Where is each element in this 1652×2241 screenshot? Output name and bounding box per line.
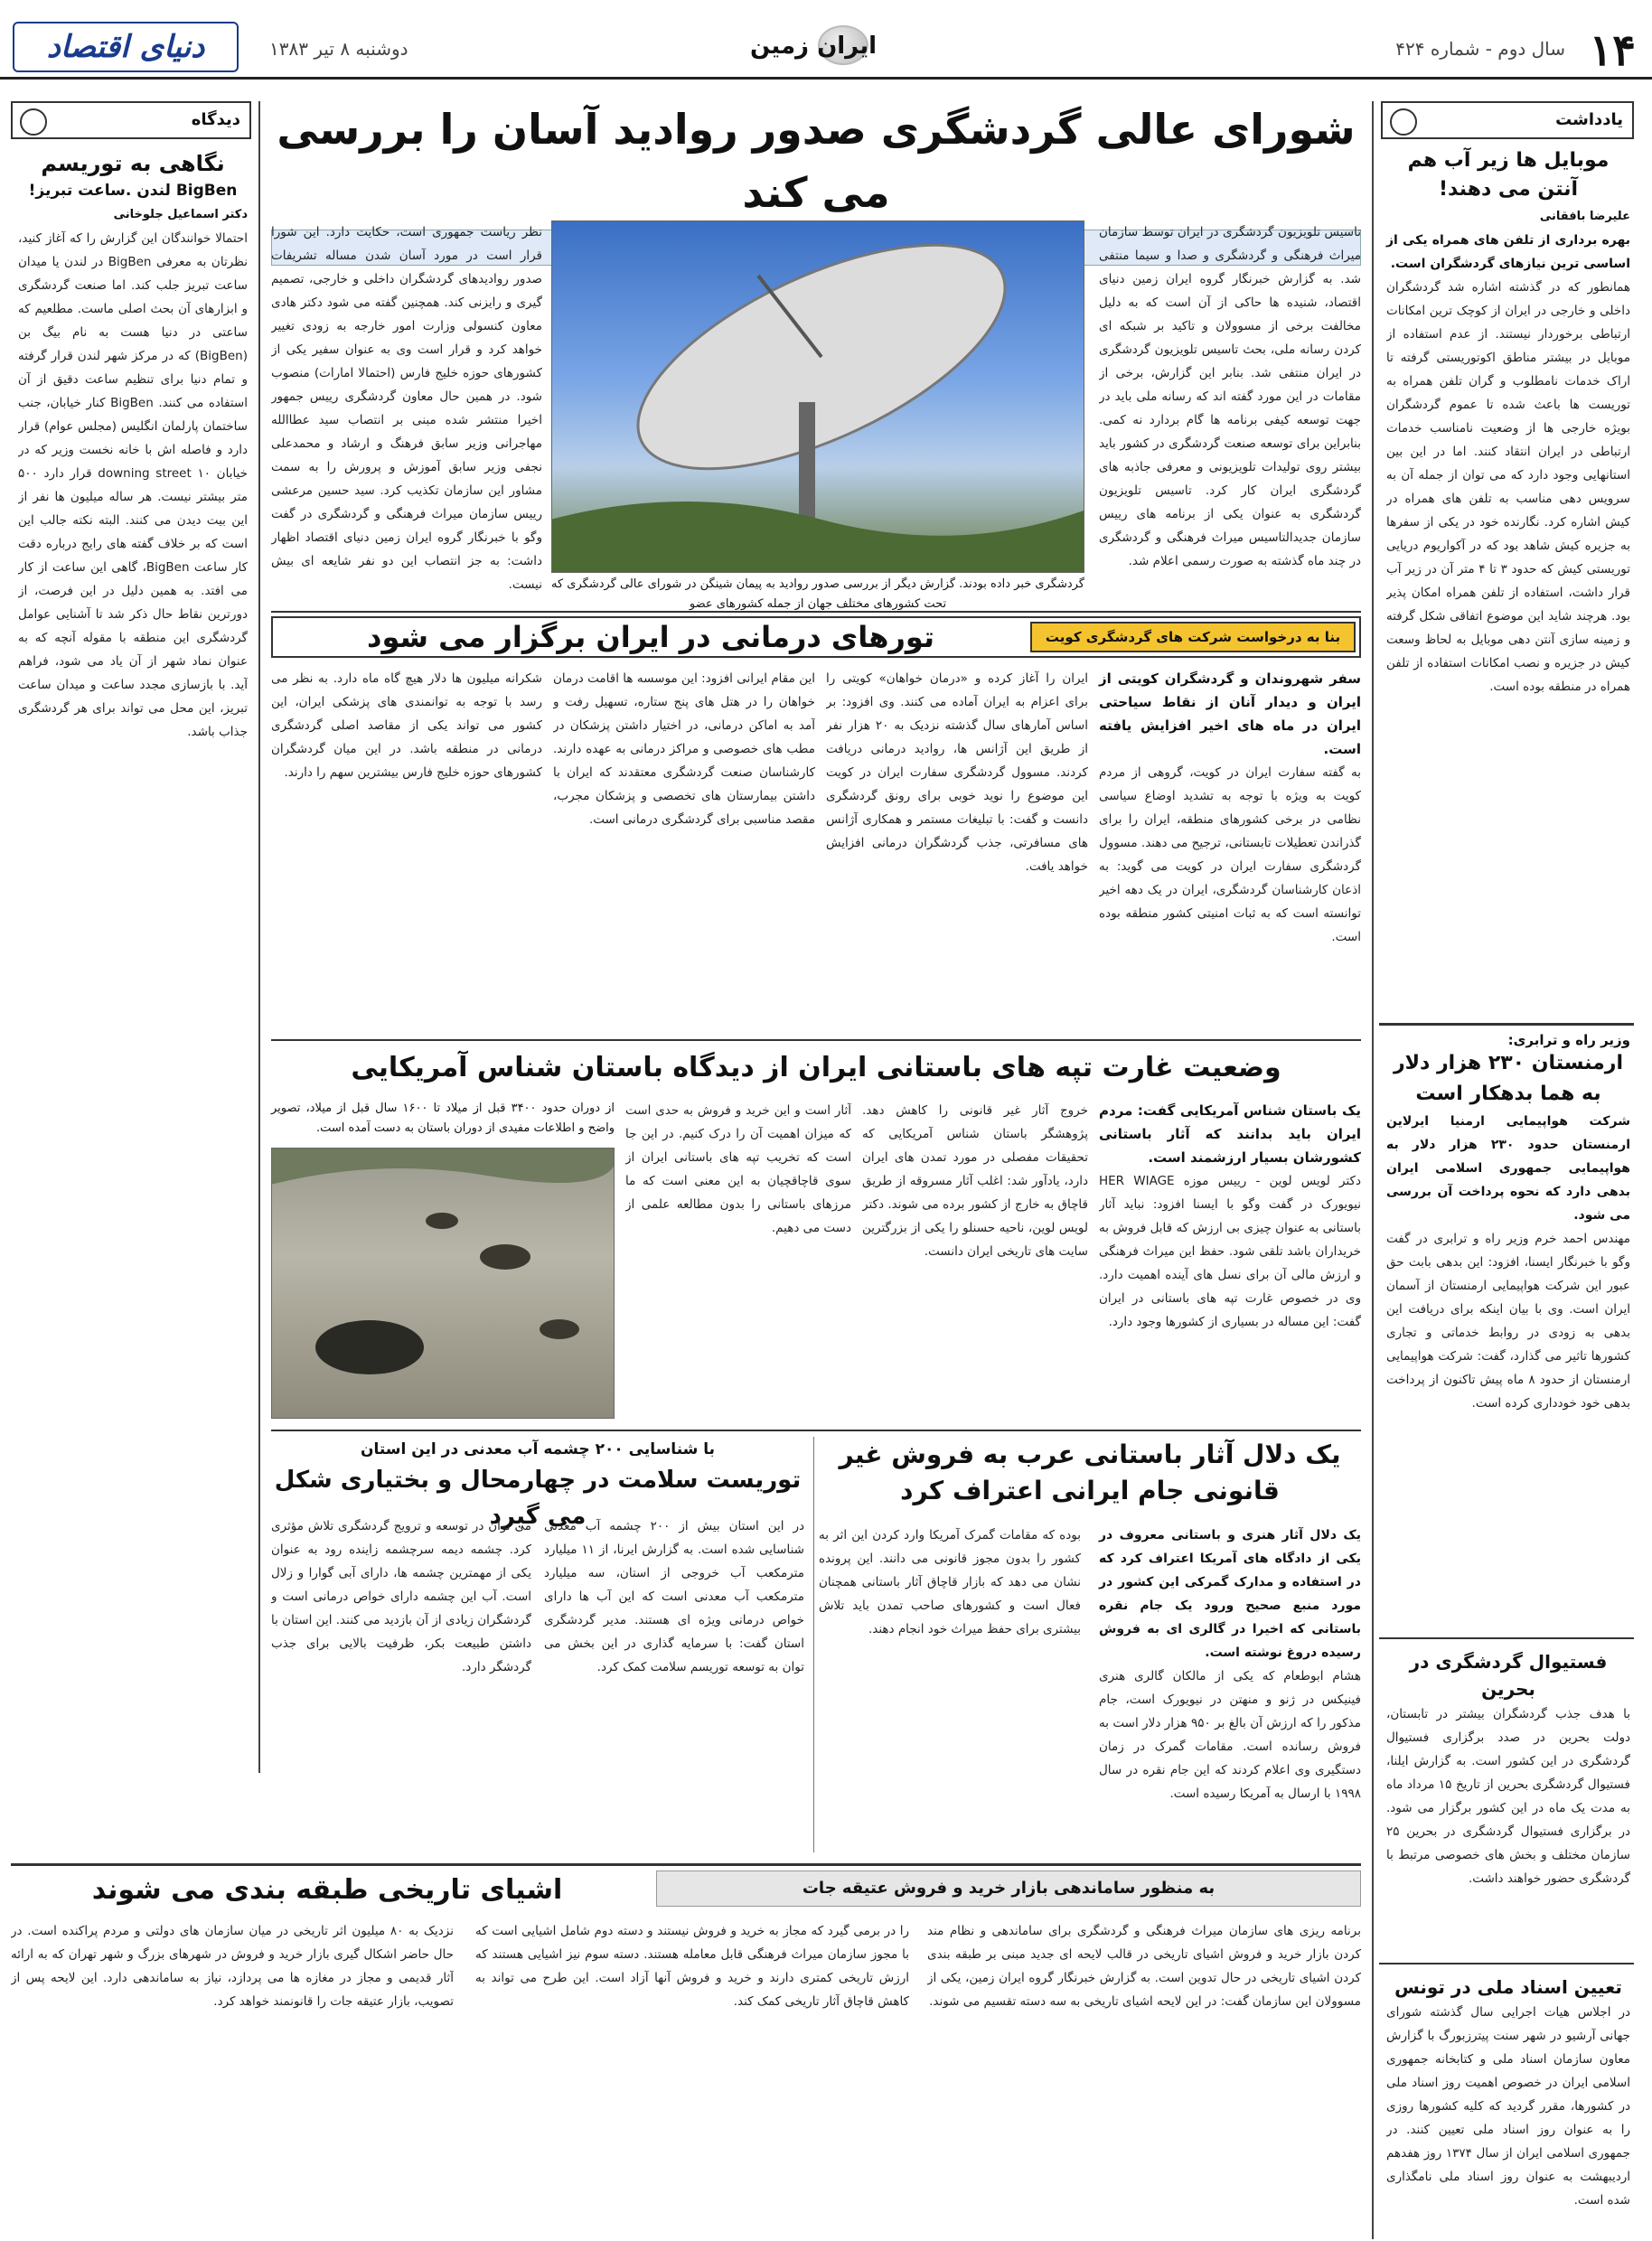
- opinion-subtitle: BigBen لندن .ساعت تبریز!: [28, 182, 238, 200]
- satellite-dish-photo: [551, 220, 1084, 573]
- main-headline: شورای عالی گردشگری صدور روادید آسان را بررسی می کند: [277, 105, 1356, 217]
- story-headline: اشیای تاریخی طبقه بندی می شوند: [91, 1874, 563, 1906]
- byline: دکتر اسماعیل جلوخانی: [113, 208, 248, 221]
- article-text: هشام ابوطعام که یکی از مالکان گالری هنری فینیکس در ژنو و منهتن در نیویورک است، جام مذکور را که ارزش آن بالغ بر ۹۵۰ هزار دلار است به فروش رسانده است. مقامات گمرک در زمان دستگیری وی اعلام کردند که این جام نقره در سال ۱۹۹۸ با ارسال به آمریکا رسیده است.: [1099, 1669, 1361, 1801]
- article-text: در این استان بیش از ۲۰۰ چشمه آب معدنی شناسایی شده است. به گزارش ایرنا، از ۱۱ میلیارد مترمکعب آب خروجی از استان، سه میلیارد مترمکعب آب معدنی است که این آب ها دارای خواص درمانی ویژه ای هستند. مدیر گردشگری استان گفت: با سرمایه گذاری در این بخش می توان به توسعه توریسم سلامت کمک کرد.: [544, 1519, 804, 1674]
- article-text: آثار است و این خرید و فروش به حدی است که میزان اهمیت آن را درک کنیم. در این جا است که تخریب تپه های باستانی ایران از سوی قاچاقچیان به این معنی است که ما مرزهای باستانی را بدون مطالعه علمی از دست می دهیم.: [625, 1103, 851, 1235]
- health-tours-story: [271, 616, 1361, 1032]
- story-body: در اجلاس هیات اجرایی سال گذشته شورای جهانی آرشیو در شهر سنت پیترزبورگ با گزارش معاون سازمان اسناد ملی و کتابخانه جمهوری اسلامی ایران در خصوص اهمیت روز اسناد ملی در کشورها، مقرر گردید که کلیه کشورها روزی را به عنوان روز اسناد ملی تعیین کنند. در جمهوری اسلامی ایران از سال ۱۳۷۴ روز هفدهم اردیبهشت به عنوان روز اسناد ملی نامگذاری شده است.: [1386, 2005, 1630, 2208]
- photo-caption: از دوران حدود ۳۴۰۰ قبل از میلاد تا ۱۶۰۰ سال قبل از میلاد، تصویر واضح و اطلاعات مفیدی از دوران باستان به دست آمده است.: [271, 1102, 615, 1135]
- globe-icon: [1390, 108, 1417, 136]
- divider: [1379, 1023, 1634, 1026]
- opinion-body: احتمالا خوانندگان این گزارش را که آغاز کنید، نظرتان به معرفی BigBen در لندن یا میدان ساعت تبریز جلب کند. اما صنعت گردشگری و ابزارهای آن بحث اصلی ماست. مطلعیم که ساعتی در دنیا هست به نام بیگ بن (BigBen) که در مرکز شهر لندن قرار گرفته و تمام دنیا برای تنظیم ساعت دقیق از آن استفاده می کنند. BigBen کنار خیابان، جنب ساختمان پارلمان انگلیس (مجلس عوام) قرار دارد و فاصله اش با خانه نخست وزیر که در خیابان ۱۰ downing street قرار دارد ۵۰۰ متر بیشتر نیست. هر ساله میلیون ها نفر از این بیت دیدن می کنند. البته نکته جالب این است که بر خلاف گفته های رایج درباره دقت کار ساعت BigBen، گاهی این ساعت از کار می افتد. به همین دلیل در این فرصت، از دورترین نقاط حال ذکر شد تا آشنایی عوامل گردشگری این منطقه با مقوله آنچه که به عنوان نماد شهر از آن یاد می شود، فراهم آید. با بازسازی مجدد ساعت و میدان ساعت تبریز، این محل می تواند برای هر گردشگری جذاب باشد.: [18, 231, 248, 739]
- article-text: نظر ریاست جمهوری است، حکایت دارد. این شورا قرار است در مورد آسان شدن مساله تشریفات صدور روادیدهای گردشگران داخلی و خارجی، تصمیم گیری و رایزنی کند. همچنین گفته می شود دکتر هادی معاون کنسولی وزارت امور خارجه به زودی تغییر خواهد کرد و قرار است وی به عنوان سفیر یکی از کشورهای حوزه خلیج فارس (احتمالا امارات) منصوب شود. در همین حال معاون گردشگری رییس جمهور اخیرا منتشر شده مبنی بر انتصاب سید عطاالله مهاجرانی وزیر سابق فرهنگ و ارشاد و محمدعلی نجفی وزیر سابق آموزش و پرورش را به سمت مشاور این سازمان تکذیب کرد. سید حسین مرعشی رییس سازمان میراث فرهنگی و گردشگری در گفت وگو با خبرنگار گروه ایران زمین دنیای اقتصاد اظهار داشت: به جز انتصاب این دو نفر شایعه ای بیش نیست.: [271, 225, 542, 592]
- story-body: با هدف جذب گردشگران بیشتر در تابستان، دولت بحرین در صدد برگزاری فستیوال گردشگری در این کشور است. به گزارش ایلنا، فستیوال گردشگری بحرین از تاریخ ۱۵ مرداد ماه به مدت یک ماه در این کشور برگزار می شود. در برگزاری فستیوال گردشگری در بحرین ۲۵ سازمان مختلف و بخش های خصوصی مرتبط با گردشگری حضور خواهند داشت.: [1386, 1707, 1630, 1886]
- article-text: تاسیس تلویزیون گردشگری در ایران توسط سازمان میراث فرهنگی و گردشگری و صدا و سیما منتفی شد. به گزارش خبرنگار گروه ایران زمین دنیای اقتصاد، شنیده ها حاکی از آن است که به دلیل مخالفت برخی از مسوولان و تاکید بر شبکه ای کردن رسانه ملی، بحث تاسیس تلویزیون گردشگری در ایران منتفی شد. بنابر این گزارش، برخی از مقامات در این مورد گفته اند که رسانه ملی باید در جهت توسعه کیفی برنامه ها گام بردارد نه کمی. بنابراین برای توسعه صنعت گردشگری در کشور باید بیشتر روی تولیدات تلویزیونی و معرفی جاذبه های گردشگری ایران کار کرد. تاسیس تلویزیون گردشگری به عنوان یکی از برنامه های رییس سازمان جدیدالتاسیس میراث فرهنگی و گردشگری در چند ماه گذشته به صورت رسمی اعلام شد.: [1099, 225, 1361, 568]
- issue-date: دوشنبه ۸ تیر ۱۳۸۳: [269, 38, 408, 60]
- story-lead: یک باستان شناس آمریکایی گفت: مردم ایران باید بدانند که آثار باستانی کشورشان بسیار ارزشمند است.: [1099, 1102, 1361, 1166]
- issue-label: سال دوم - شماره ۴۲۴: [1395, 38, 1565, 60]
- story-lead: شرکت هواپیمایی ارمنیا ایرلاین ارمنستان حدود ۲۳۰ هزار دلار به هواپیمایی جمهوری اسلامی ایران بدهی دارد که نحوه پرداخت آن بررسی می شود.: [1386, 1114, 1630, 1223]
- opinion-title: نگاهی به توریسم: [41, 151, 225, 176]
- excavation-photo: [271, 1148, 615, 1419]
- story-headline: وضعیت غارت تپه های باستانی ایران از دیدگاه باستان شناس آمریکایی: [351, 1052, 1281, 1083]
- masthead: [0, 20, 1652, 80]
- article-text: ایران را آغاز کرده و «درمان خواهان» کویتی را برای اعزام به ایران آماده می کنند. وی افزود: بر اساس آمارهای سال گذشته نزدیک به ۲۰ هزار نفر از طریق این آژانس ها، روادید درمانی دریافت کردند. مسوول گردشگری سفارت ایران در کویت این موضوع را نوید خوبی برای رونق گردشگری دانست و گفت: با تبلیغات مستمر و همکاری آژانس های مسافرتی، جذب گردشگران درمانی افزایش خواهد یافت.: [826, 671, 1088, 874]
- article-text: نزدیک به ۸۰ میلیون اثر تاریخی در میان سازمان های دولتی و مردم پراکنده است. در حال حاضر اشکال گیری بازار خرید و فروش در شهرهای بزرگ و شهر تهران که به ارائه آثار قدیمی و مجاز در مغازه ها می پردازد، نیاز به ساماندهی دارد. این لایحه پس از تصویب، بازار عتیقه جات را قانونمند خواهد کرد.: [11, 1924, 454, 2009]
- story-headline: ارمنستان ۲۳۰ هزار دلار به هما بدهکار است: [1394, 1052, 1623, 1105]
- story-kicker: وزیر راه و ترابری:: [1507, 1032, 1630, 1048]
- page-number: ۱۴: [1589, 25, 1636, 76]
- story-headline: تورهای درمانی در ایران برگزار می شود: [367, 620, 934, 654]
- column-label-box: [11, 101, 251, 139]
- article-text: خروج آثار غیر قانونی را کاهش دهد. پژوهشگر باستان شناس آمریکایی که تحقیقات مفصلی در مورد تمدن های ایران دارد، یادآور شد: اغلب آثار مسروقه از طریق قاچاق به خارج از کشور برده می شوند. دکتر لویس لوین، ناحیه حسنلو را یکی از بزرگترین سایت های تاریخی ایران دانست.: [862, 1103, 1088, 1259]
- divider: [271, 1039, 1361, 1041]
- story-kicker: به منظور ساماندهی بازار خرید و فروش عتیقه جات: [656, 1871, 1361, 1907]
- note-title: موبایل ها زیر آب هم آنتن می دهند!: [1407, 149, 1610, 201]
- section-title: ایران زمین: [749, 33, 878, 60]
- note-lead: بهره برداری از تلفن های همراه یکی از اساسی ترین نیازهای گردشگران است.: [1386, 233, 1630, 271]
- divider: [813, 1437, 814, 1852]
- story-headline: فستیوال گردشگری در بحرین: [1409, 1651, 1608, 1700]
- divider: [271, 611, 1361, 613]
- divider: [1379, 1963, 1634, 1964]
- archaeology-story: [271, 1045, 1361, 1424]
- photo-caption: گردشگری خبر داده بودند. گزارش دیگر از بررسی صدور روادید به پیمان شینگن در شورای عالی گردشگری که تحت کشورهای مختلف جهان از جمله کشورهای عضو: [551, 577, 1084, 611]
- dealer-story: [819, 1437, 1361, 1852]
- article-text: را در برمی گیرد که مجاز به خرید و فروش نیستند و دسته دوم شامل اشیایی است که با مجوز سازمان میراث فرهنگی قابل معامله هستند. دسته سوم نیز اشیایی هستند که ارزش تاریخی کمتری دارند و خرید و فروش آنها آزاد است. این طرح می تواند به کاهش قاچاق آثار تاریخی کمک کند.: [475, 1924, 909, 2009]
- globe-icon: [20, 108, 47, 136]
- article-text: می توان در توسعه و ترویج گردشگری تلاش مؤثری کرد. چشمه دیمه سرچشمه زاینده رود به عنوان یکی از مهمترین چشمه ها، دارای آبی گوارا و زلال است. آب این چشمه دارای خواص درمانی است و گردشگران زیادی از آن بازدید می کنند. این استان با داشتن طبیعت بکر، ظرفیت بالایی برای جذب گردشگر دارد.: [271, 1519, 531, 1674]
- article-text: به گفته سفارت ایران در کویت، گروهی از مردم کویت به ویژه با توجه به تشدید اوضاع سیاسی نظامی در برخی کشورهای منطقه، ایران را برای گذراندن تعطیلات تابستانی، ترجیح می دهند. مسوول گردشگری سفارت ایران در کویت می گوید: به اذعان کارشناسان گردشگری، ایران در یک دهه اخیر توانسته است که به ثبات امنیتی کشور منطقه بوده است.: [1099, 765, 1361, 944]
- article-text: برنامه ریزی های سازمان میراث فرهنگی و گردشگری برای ساماندهی و نظام مند کردن بازار خرید و فروش اشیای تاریخی در قالب لایحه ای جدید مبنی بر طبقه بندی کردن اشیای تاریخی در حال تدوین است. به گزارش خبرنگار گروه ایران زمین، یکی از مسوولان این سازمان گفت: در این لایحه اشیای تاریخی به سه دسته تقسیم می شوند.: [927, 1924, 1361, 2009]
- note-body: همانطور که در گذشته اشاره شد گردشگران داخلی و خارجی در ایران از کوچک ترین امکانات ارتباطی برخوردار نیستند. از عدم استفاده از موبایل در بیشتر مناطق اکوتوریستی گرفته تا اراک خدمات نامطلوب و گران تلفن همراه به توریست ها باعث شده تا عموم گردشگران بویژه خارجی ها از وضعیت نامناسب خدمات ارتباطی در ایران انتقاد کنند. اما در این بین استانهایی وجود دارد که می توان از جمله آن به سرویس دهی مناسب به تلفن های همراه در کیش اشاره کرد. نگارنده خود در یکی از سفرها به جزیره کیش شاهد بود که در آکواریوم دریایی توریستی کیش که حدود ۳ تا ۴ متر آن در زیر آب قرار داشت، استفاده از تلفن همراه امکان پذیر بود. هرچند شاید این موضوع اتفاقی شکل گرفته و زمینه سازی آنتن دهی موبایل به لحاظ وسعت کیش در جزیره و نصب امکانات استفاده از تلفن همراه در منطقه بوده است.: [1386, 280, 1630, 694]
- divider: [11, 1863, 1361, 1866]
- main-story: [271, 98, 1361, 611]
- article-text: دکتر لویس لوین - رییس موزه HER WIAGE نیویورک در گفت وگو با ایسنا افزود: نباید آثار باستانی به عنوان چیزی بی ارزش که قابل فروش به خریداران باشد تلقی شود. حفظ این میراث فرهنگی و ارزش مالی آن برای نسل های آینده اهمیت دارد. وی در خصوص غارت تپه های باستانی در ایران گفت: این مساله در بسیاری از کشورها وجود دارد.: [1099, 1174, 1361, 1329]
- byline: علیرضا بافقانی: [1539, 210, 1630, 223]
- mineral-springs-story: [271, 1437, 804, 1852]
- article-text: این مقام ایرانی افزود: این موسسه ها اقامت درمان خواهان را در هتل های پنج ستاره، تسهیل رفت و آمد به اماکن درمانی، در اختیار داشتن پزشکان در مطب های خصوصی و مراکز درمانی به عهده دارند. کارشناسان صنعت گردشگری معتقدند که ایران با داشتن بیمارستان های تخصصی و پزشکان مجرب، مقصد مناسبی برای گردشگری درمانی است.: [553, 671, 815, 827]
- divider: [1379, 1637, 1634, 1639]
- left-column: [11, 101, 260, 1773]
- story-headline: یک دلال آثار باستانی عرب به فروش غیر قانونی جام ایرانی اعتراف کرد: [839, 1439, 1341, 1505]
- story-lead: یک دلال آثار هنری و باستانی معروف در یکی از دادگاه های آمریکا اعتراف کرد که در استفاده و مدارک گمرکی این کشور در مورد منبع صحیح ورود یک جام نقره باستانی که اخیرا در گالری ای به فروش رسیده دروغ نوشته است.: [1099, 1528, 1361, 1660]
- story-body: مهندس احمد خرم وزیر راه و ترابری در گفت وگو با خبرنگار ایسنا، افزود: این بدهی بابت حق عبور این شرکت هواپیمایی ارمنستان از آسمان ایران است. وی با بیان اینکه برای دریافت این بدهی به زودی در روابط خدماتی و تجاری کشورها تاثیر می گذارد، گفت: شرکت هواپیمایی ارمنستان از حدود ۸ ماه پیش تاکنون از پرداخت بدهی خود خودداری کرده است.: [1386, 1232, 1630, 1411]
- column-label: دیدگاه: [191, 110, 240, 129]
- right-column: [1372, 101, 1639, 2239]
- story-headline: تعیین اسناد ملی در تونس: [1394, 1976, 1622, 1998]
- newspaper-logo: دنیای اقتصاد: [13, 22, 239, 72]
- article-text: شکرانه میلیون ها دلار هیچ گاه ماه دارد. به نظر می رسد با توجه به توانمندی های پزشکی ایران، این کشور می تواند یکی از مقاصد اصلی گردشگری درمانی در منطقه باشد. در این میان گردشگران کشورهای حوزه خلیج فارس بیشترین سهم را دارند.: [271, 671, 542, 780]
- kicker-tag: بنا به درخواست شرکت های گردشگری کویت: [1030, 622, 1356, 652]
- story-lead: سفر شهروندان و گردشگران کویتی از ایران و دیدار آنان از نقاط سیاحتی ایران در ماه های اخیر افزایش یافته است.: [1099, 670, 1361, 757]
- story-headline: توریست سلامت در چهارمحال و بختیاری شکل می گیرد: [274, 1467, 802, 1530]
- antiques-story: [11, 1871, 1361, 2232]
- story-kicker: با شناسایی ۲۰۰ چشمه آب معدنی در این استان: [360, 1440, 716, 1458]
- article-text: بوده که مقامات گمرک آمریکا وارد کردن این اثر به کشور را بدون مجوز قانونی می دانند. این پرونده نشان می دهد که بازار قاچاق آثار باستانی همچنان فعال است و کشورهای صاحب تمدن باید تلاش بیشتری برای حفظ میراث خود انجام دهند.: [819, 1528, 1081, 1636]
- looted-pits-icon: [271, 1149, 614, 1419]
- column-label: یادداشت: [1555, 110, 1623, 129]
- satellite-dish-icon: [551, 221, 1084, 573]
- divider: [271, 1430, 1361, 1431]
- column-label-box: [1381, 101, 1634, 139]
